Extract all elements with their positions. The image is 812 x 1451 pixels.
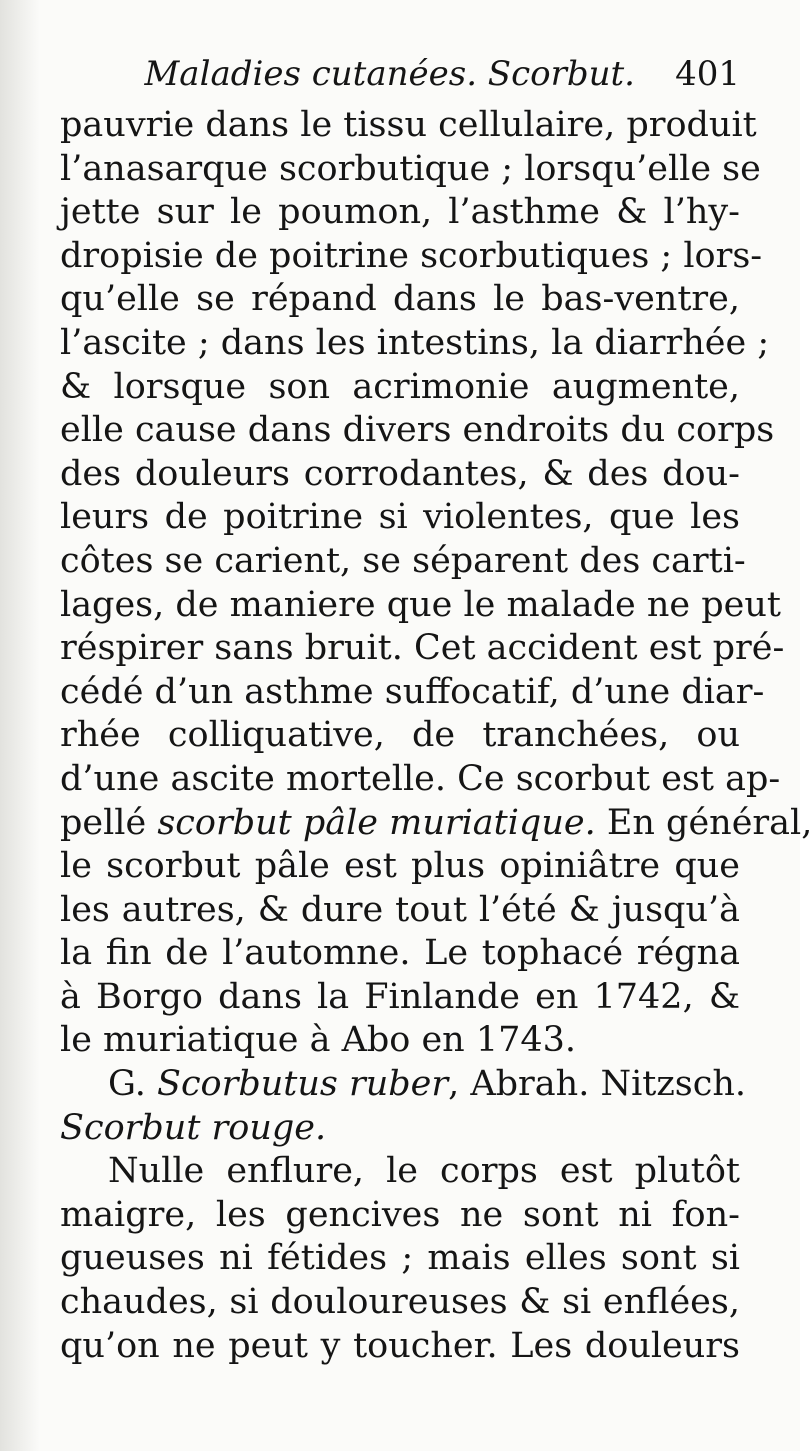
page-gutter-shadow <box>0 0 40 1451</box>
text-line: gueuses ni fétides ; mais elles sont si <box>60 1238 740 1279</box>
body-text <box>60 104 812 1368</box>
italic-term: scorbut pâle muriatique. <box>157 802 596 843</box>
section-subtitle: Scorbut rouge. <box>60 1107 327 1148</box>
text-line: leurs de poitrine si violentes, que les <box>60 497 740 538</box>
text-line: & lorsque son acrimonie augmente, <box>60 366 740 407</box>
text-line: des douleurs corrodantes, & des dou- <box>60 453 740 494</box>
text-line: côtes se carient, se séparent des carti- <box>60 540 746 581</box>
page-header <box>60 50 740 102</box>
latin-name: Scorbutus ruber <box>156 1064 449 1105</box>
text-line: elle cause dans divers endroits du corps <box>60 410 775 451</box>
text-line <box>60 802 812 846</box>
text-line: les autres, & dure tout l’été & jusqu’à <box>60 889 740 930</box>
text-line: qu’elle se répand dans le bas-ventre, <box>60 279 740 320</box>
text-line: jette sur le poumon, l’asthme & l’hy- <box>60 192 740 233</box>
text-line: la fin de l’automne. Le tophacé régna <box>60 933 740 974</box>
text-span: pellé <box>60 802 158 843</box>
text-line: dropisie de poitrine scorbutiques ; lors- <box>60 235 763 276</box>
text-line: le muriatique à Abo en 1743. <box>60 1020 577 1061</box>
text-line: qu’on ne peut y toucher. Les douleurs <box>60 1325 740 1366</box>
text-line: l’ascite ; dans les intestins, la diarrhée ; <box>60 322 770 363</box>
text-line: l’anasarque scorbutique ; lorsqu’elle se <box>60 148 761 189</box>
text-line: rhée colliquative, de tranchées, ou <box>60 715 740 756</box>
text-line: le scorbut pâle est plus opiniâtre que <box>60 846 740 887</box>
text-line: à Borgo dans la Finlande en 1742, & <box>60 976 740 1017</box>
text-span: En général, <box>595 802 812 843</box>
page-number: 401 <box>675 54 740 94</box>
text-line: Nulle enflure, le corps est plutôt <box>108 1151 740 1192</box>
author-name: , Abrah. Nitzsch. <box>448 1064 747 1105</box>
text-line: d’une ascite mortelle. Ce scorbut est ap- <box>60 758 781 799</box>
text-line: réspirer sans bruit. Cet accident est pré- <box>60 628 785 669</box>
text-line: pauvrie dans le tissu cellulaire, produit <box>60 105 757 145</box>
section-letter: G. <box>108 1064 157 1105</box>
text-line: lages, de maniere que le malade ne peut <box>60 584 781 625</box>
text-line: maigre, les gencives ne sont ni fon- <box>60 1194 740 1235</box>
running-title: Maladies cutanées. Scorbut. <box>144 54 635 94</box>
text-line: chaudes, si douloureuses & si enflées, <box>60 1282 740 1323</box>
section-heading <box>60 1063 747 1107</box>
text-line: cédé d’un asthme suffocatif, d’une diar- <box>60 671 765 712</box>
